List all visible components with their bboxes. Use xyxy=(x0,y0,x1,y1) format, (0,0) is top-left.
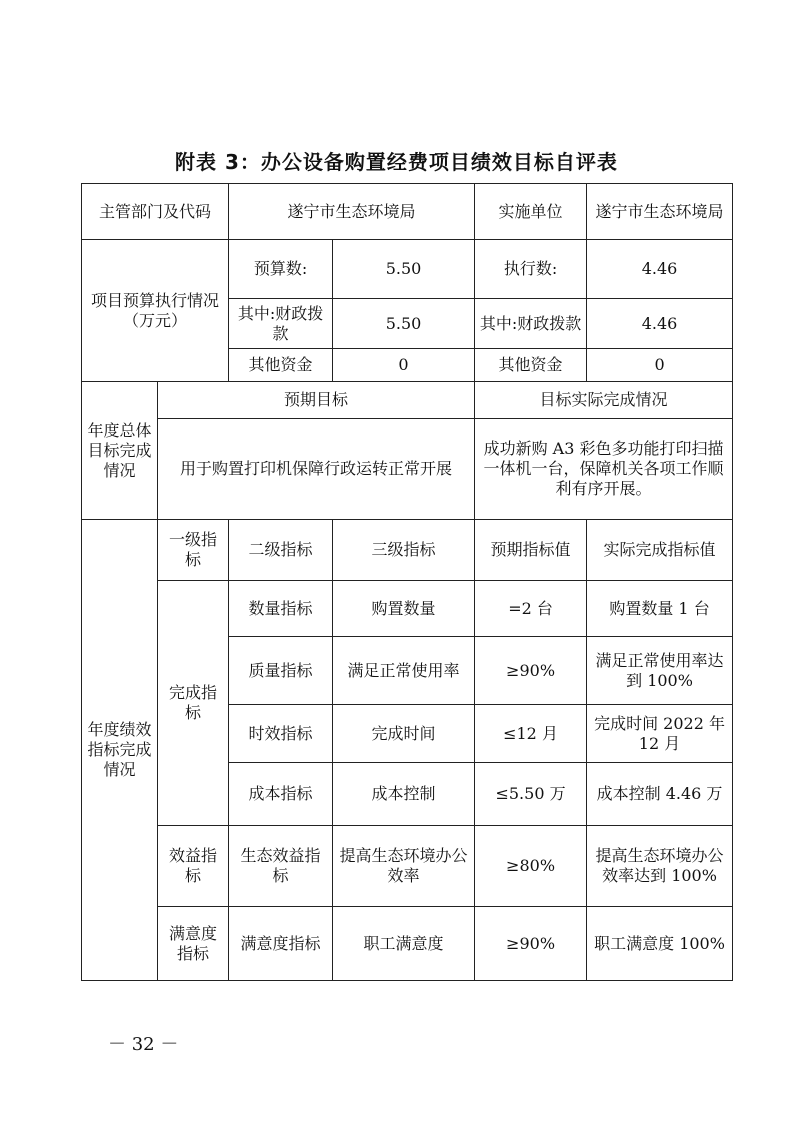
actual-value: 满足正常使用率达到 100% xyxy=(587,637,733,705)
actual-value: 提高生态环境办公效率达到 100% xyxy=(587,826,733,907)
expected-value: ≤5.50 万 xyxy=(475,763,587,826)
table-row xyxy=(82,240,733,299)
table-row xyxy=(82,826,733,907)
dept-value: 遂宁市生态环境局 xyxy=(229,184,475,240)
other-exec-value: 0 xyxy=(587,349,733,382)
actual-value: 购置数量 1 台 xyxy=(587,581,733,637)
table-row xyxy=(82,907,733,981)
level1-satisfaction: 满意度指标 xyxy=(158,907,229,981)
header-level1: 一级指标 xyxy=(158,520,229,581)
level2-cell: 生态效益指标 xyxy=(229,826,333,907)
other-budget-value: 0 xyxy=(333,349,475,382)
indicators-label: 年度绩效指标完成情况 xyxy=(82,520,158,981)
expected-value: ≥90% xyxy=(475,907,587,981)
level3-cell: 购置数量 xyxy=(333,581,475,637)
actual-value: 职工满意度 100% xyxy=(587,907,733,981)
actual-value: 完成时间 2022 年 12 月 xyxy=(587,705,733,763)
level2-cell: 质量指标 xyxy=(229,637,333,705)
fiscal-exec-label: 其中:财政拨款 xyxy=(475,299,587,349)
level1-benefit: 效益指标 xyxy=(158,826,229,907)
budget-amount-value: 5.50 xyxy=(333,240,475,299)
expected-value: =2 台 xyxy=(475,581,587,637)
table-row xyxy=(82,184,733,240)
header-level2: 二级指标 xyxy=(229,520,333,581)
fiscal-budget-value: 5.50 xyxy=(333,299,475,349)
actual-value: 成本控制 4.46 万 xyxy=(587,763,733,826)
dept-label: 主管部门及代码 xyxy=(82,184,229,240)
table-row xyxy=(82,419,733,520)
exec-amount-label: 执行数: xyxy=(475,240,587,299)
overall-label: 年度总体目标完成情况 xyxy=(82,382,158,520)
performance-evaluation-table xyxy=(81,183,733,981)
expected-goal-header: 预期目标 xyxy=(158,382,475,419)
expected-value: ≥90% xyxy=(475,637,587,705)
table-row xyxy=(82,581,733,637)
budget-label: 项目预算执行情况（万元） xyxy=(82,240,229,382)
level2-cell: 时效指标 xyxy=(229,705,333,763)
actual-goal-header: 目标实际完成情况 xyxy=(475,382,733,419)
level3-cell: 完成时间 xyxy=(333,705,475,763)
expected-goal-text: 用于购置打印机保障行政运转正常开展 xyxy=(158,419,475,520)
level1-completion: 完成指标 xyxy=(158,581,229,826)
header-actual: 实际完成指标值 xyxy=(587,520,733,581)
level3-cell: 职工满意度 xyxy=(333,907,475,981)
level3-cell: 成本控制 xyxy=(333,763,475,826)
page-title: 附表 3：办公设备购置经费项目绩效目标自评表 xyxy=(175,150,618,174)
level2-cell: 数量指标 xyxy=(229,581,333,637)
fiscal-exec-value: 4.46 xyxy=(587,299,733,349)
level3-cell: 满足正常使用率 xyxy=(333,637,475,705)
impl-unit-value: 遂宁市生态环境局 xyxy=(587,184,733,240)
fiscal-budget-label: 其中:财政拨款 xyxy=(229,299,333,349)
header-level3: 三级指标 xyxy=(333,520,475,581)
expected-value: ≥80% xyxy=(475,826,587,907)
exec-amount-value: 4.46 xyxy=(587,240,733,299)
impl-unit-label: 实施单位 xyxy=(475,184,587,240)
expected-value: ≤12 月 xyxy=(475,705,587,763)
level3-cell: 提高生态环境办公效率 xyxy=(333,826,475,907)
level2-cell: 成本指标 xyxy=(229,763,333,826)
other-exec-label: 其他资金 xyxy=(475,349,587,382)
table-row xyxy=(82,382,733,419)
page-number: － 32 － xyxy=(108,1034,179,1055)
budget-amount-label: 预算数: xyxy=(229,240,333,299)
level2-cell: 满意度指标 xyxy=(229,907,333,981)
table-row xyxy=(82,520,733,581)
actual-goal-text: 成功新购 A3 彩色多功能打印扫描一体机一台，保障机关各项工作顺利有序开展。 xyxy=(475,419,733,520)
header-expected: 预期指标值 xyxy=(475,520,587,581)
other-budget-label: 其他资金 xyxy=(229,349,333,382)
